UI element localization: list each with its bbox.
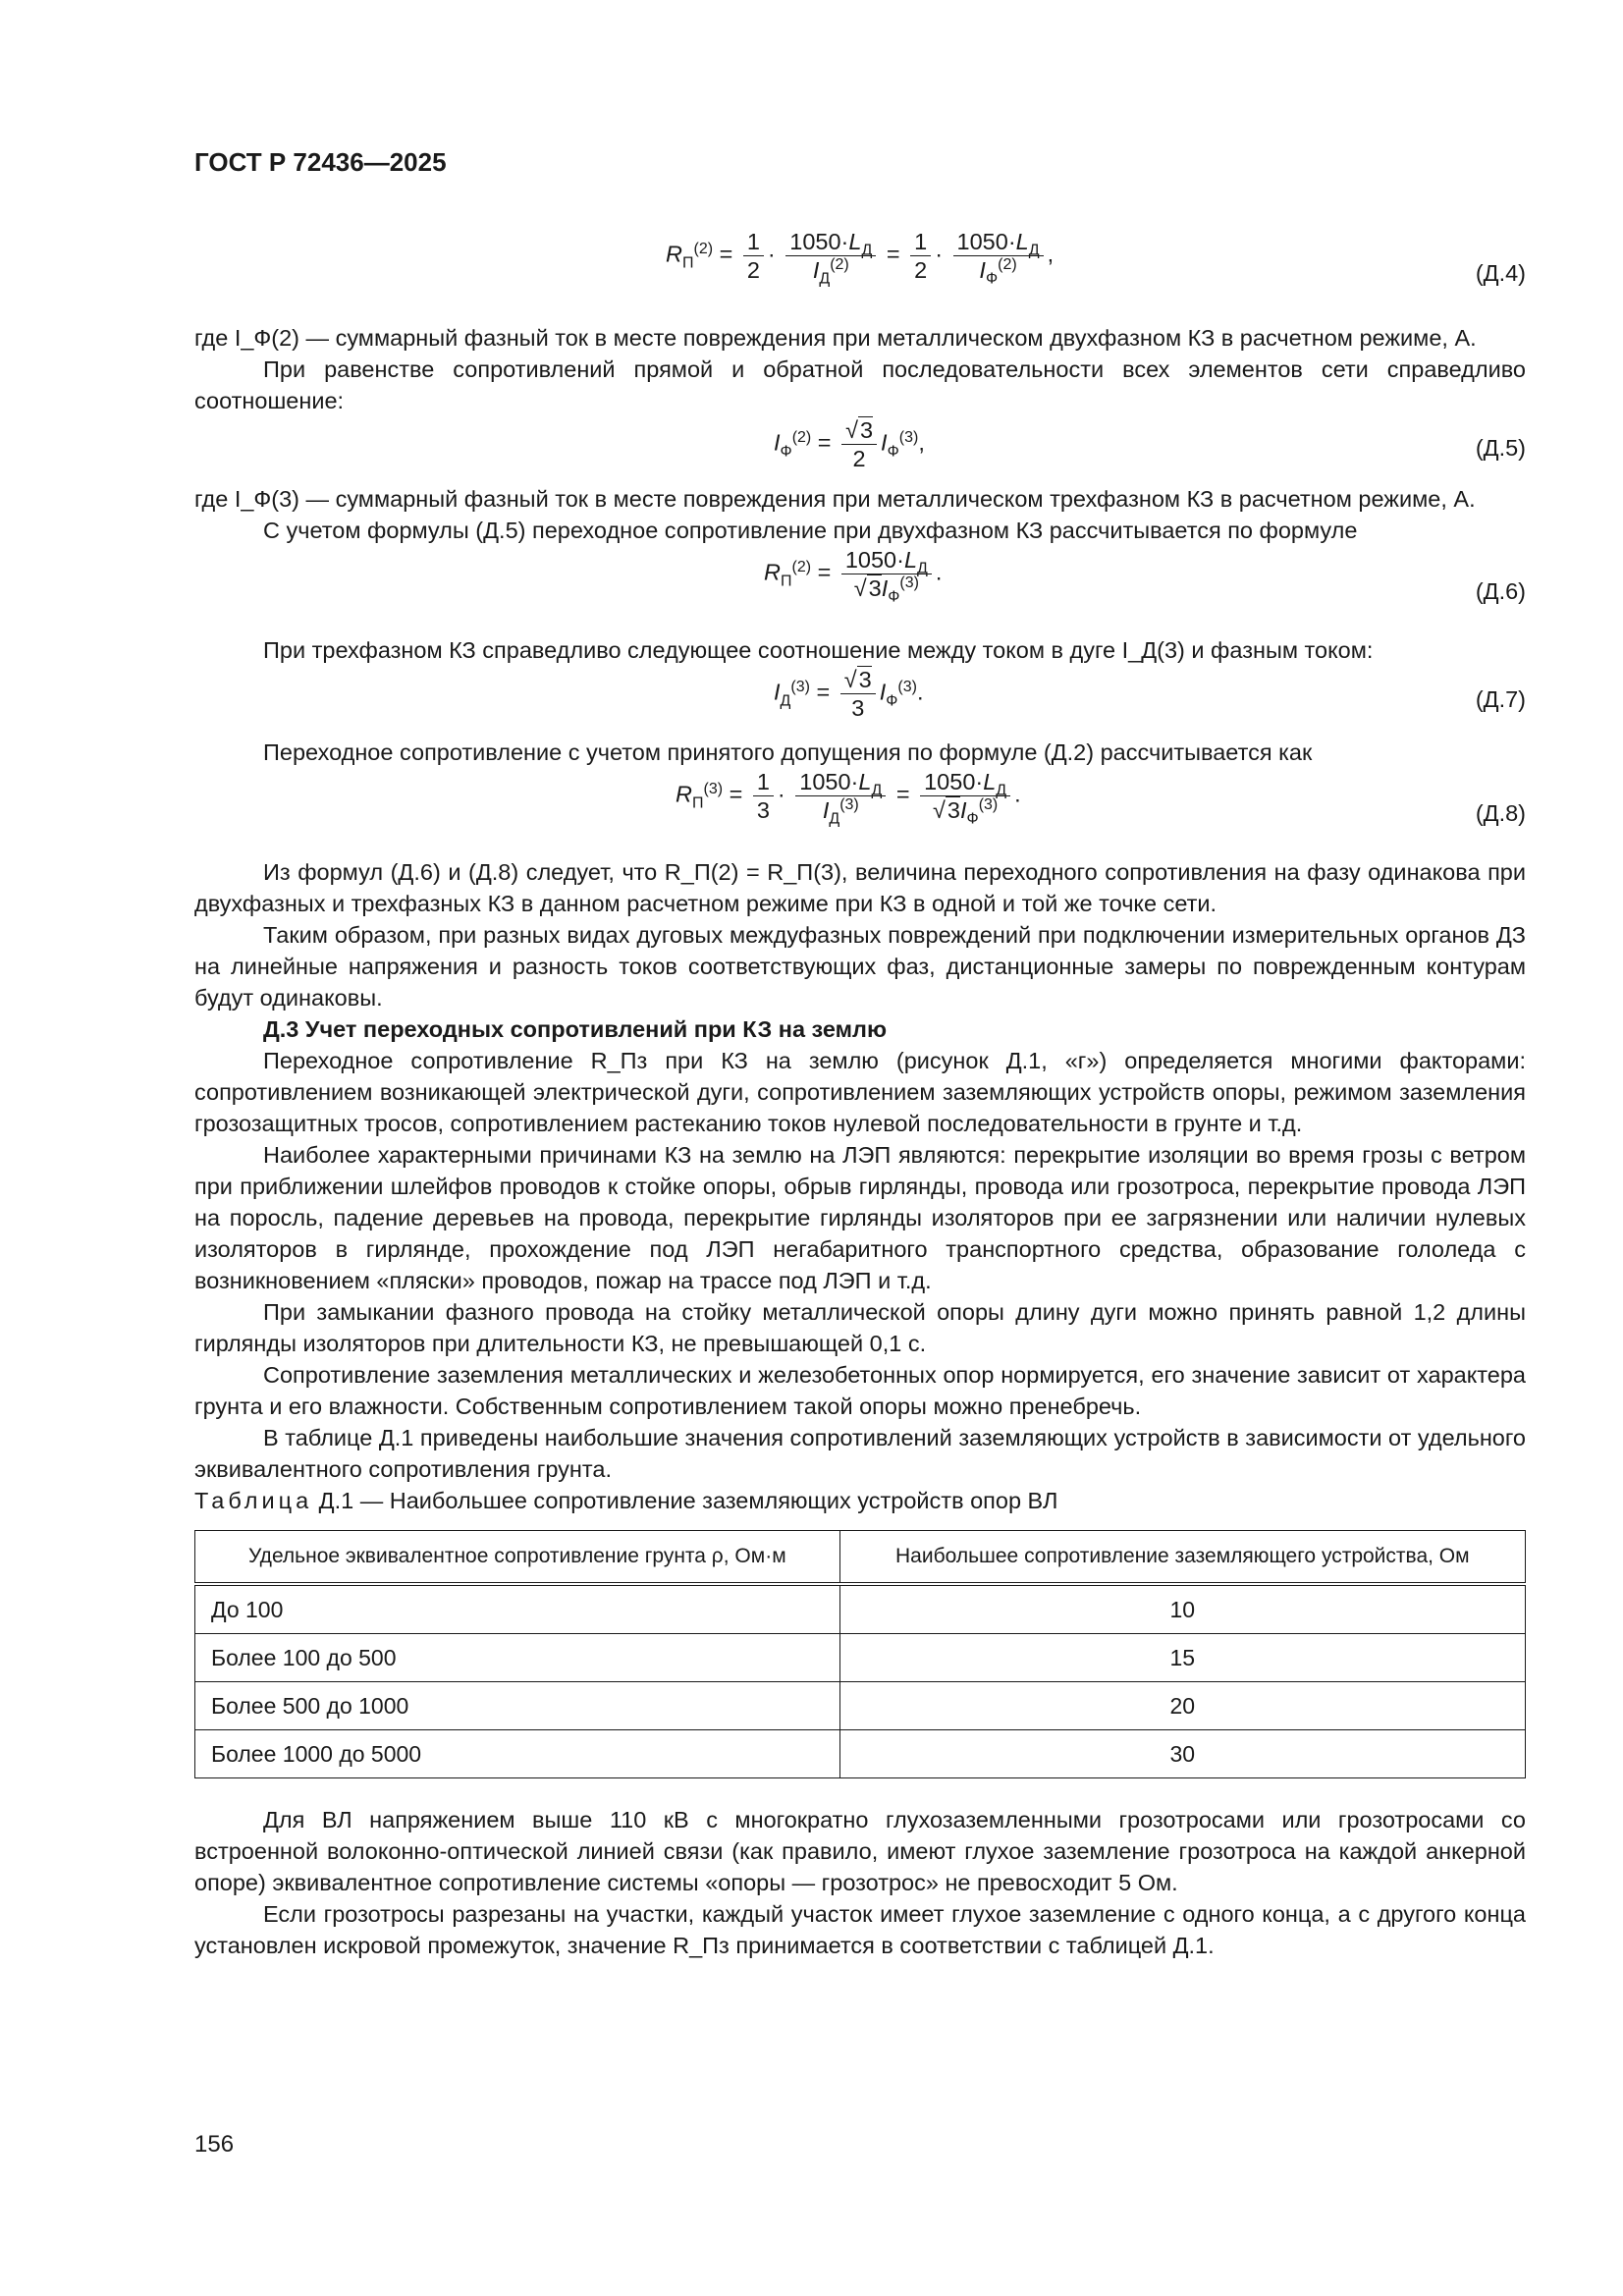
- paragraph: Переходное сопротивление с учетом принятого допущения по формуле (Д.2) рассчитывается как: [263, 739, 1313, 765]
- paragraph: где I_Ф(2) — суммарный фазный ток в месте повреждения при металлическом двухфазном КЗ в расчетном режиме, А.: [194, 325, 1477, 351]
- table-caption: [194, 1485, 1526, 1516]
- table-cell: 15: [839, 1634, 1525, 1682]
- table-header-cell: Удельное эквивалентное сопротивление грунта ρ, Ом·м: [195, 1531, 840, 1585]
- paragraph: В таблице Д.1 приведены наибольшие значения сопротивлений заземляющих устройств в зависимости от удельного эквивалентного сопротивления грунта.: [194, 1425, 1526, 1482]
- formula-label: (Д.6): [1475, 578, 1526, 604]
- table-caption-text: Д.1 — Наибольшее сопротивление заземляющих устройств опор ВЛ: [312, 1488, 1058, 1513]
- paragraph: С учетом формулы (Д.5) переходное сопротивление при двухфазном КЗ рассчитывается по формуле: [263, 518, 1358, 543]
- section-heading: Д.3 Учет переходных сопротивлений при КЗ на землю: [263, 1016, 888, 1042]
- paragraph: При трехфазном КЗ справедливо следующее соотношение между током в дуге I_Д(3) и фазным током:: [263, 637, 1374, 663]
- page-content: [194, 228, 1526, 1961]
- table-cell: Более 100 до 500: [195, 1634, 840, 1682]
- table-row: [195, 1682, 1526, 1730]
- table-header-cell: Наибольшее сопротивление заземляющего устройства, Ом: [839, 1531, 1525, 1585]
- paragraph: Таким образом, при разных видах дуговых междуфазных повреждений при подключении измерительных органов ДЗ на линейные напряжения и разность токов соответствующих фаз, дистанционные замеры по поврежденным контурам будут одинаковы.: [194, 922, 1526, 1011]
- paragraph: Наиболее характерными причинами КЗ на землю на ЛЭП являются: перекрытие изоляции во время грозы с ветром при приближении шлейфов проводов к стойке опоры, обрыв гирлянды, провода или грозотроса, перекрытие провода ЛЭП на поросль, падение деревьев на провода, перекрытие гирлянды изоляторов при ее загрязнении или наличии нулевых изоляторов в гирлянде, прохождение под ЛЭП негабаритного транспортного средства, образование гололеда с возникновением «пляски» проводов, пожар на трассе под ЛЭП и т.д.: [194, 1142, 1526, 1293]
- paragraph: Если грозотросы разрезаны на участки, каждый участок имеет глухое заземление с одного конца, а с другого конца установлен искровой промежуток, значение R_Пз принимается в соответствии с таблицей Д.1.: [194, 1901, 1526, 1958]
- formula-d5: $I_Ф^{(2)}$ = $\frac{√3}{2}$ $I_Ф^{(3)}$, (Д.5): [774, 417, 1526, 471]
- table-header-row: [195, 1531, 1526, 1585]
- formula-d6: $R_П^{(2)}$ = $1050\cdot L_Д$ $√3I_Ф^{(3)}$ . (Д.6): [764, 547, 1526, 606]
- table-row: [195, 1634, 1526, 1682]
- table-cell: 10: [839, 1584, 1525, 1634]
- formula-d4: $R_П^{(2)}$ = $\frac{1}{2}$ · $1050\cdot L_Д$ $I_Д^{(2)}$ = $\frac{1}{2}$ · $1050\cdot L_Д$ $I_Ф^{(2)}$ , (Д.4): [666, 229, 1526, 288]
- table-cell: До 100: [195, 1584, 840, 1634]
- formula-label: (Д.7): [1475, 686, 1526, 712]
- page-number: 156: [194, 2131, 235, 2158]
- paragraph: Из формул (Д.6) и (Д.8) следует, что R_П(2) = R_П(3), величина переходного сопротивления на фазу одинакова при двухфазных и трехфазных КЗ в данном расчетном режиме при КЗ в одной и той же точке сети.: [194, 859, 1526, 916]
- formula-label: (Д.8): [1475, 800, 1526, 826]
- table-d1: [194, 1530, 1526, 1778]
- paragraph: При замыкании фазного провода на стойку металлической опоры длину дуги можно принять равной 1,2 длины гирлянды изоляторов при длительности КЗ, не превышающей 0,1 с.: [194, 1299, 1526, 1356]
- formula-label: (Д.5): [1475, 435, 1526, 461]
- document-code: ГОСТ Р 72436—2025: [194, 147, 447, 177]
- paragraph: Для ВЛ напряжением выше 110 кВ с многократно глухозаземленными грозотросами или грозотросами со встроенной волоконно-оптической линией связи (как правило, имеют глухое заземление грозотроса на каждой анкерной опоре) эквивалентное сопротивление системы «опоры — грозотрос» не превосходит 5 Ом.: [194, 1807, 1526, 1895]
- paragraph: где I_Ф(3) — суммарный фазный ток в месте повреждения при металлическом трехфазном КЗ в расчетном режиме, А.: [194, 486, 1476, 512]
- table-cell: 20: [839, 1682, 1525, 1730]
- formula-d8: $R_П^{(3)}$ = $\frac{1}{3}$ · $1050\cdot L_Д$ $I_Д^{(3)}$ = $1050\cdot L_Д$ $√3I_Ф^{(3)}$ . (Д.8): [676, 769, 1526, 828]
- formula-d7: $I_Д^{(3)}$ = $\frac{√3}{3}$ $I_Ф^{(3)}$. (Д.7): [774, 667, 1526, 721]
- paragraph: При равенстве сопротивлений прямой и обратной последовательности всех элементов сети справедливо соотношение:: [194, 356, 1526, 413]
- table-cell: Более 1000 до 5000: [195, 1730, 840, 1778]
- formula-label: (Д.4): [1475, 260, 1526, 286]
- table-row: [195, 1730, 1526, 1778]
- table-cell: Более 500 до 1000: [195, 1682, 840, 1730]
- paragraph: Переходное сопротивление R_Пз при КЗ на землю (рисунок Д.1, «г») определяется многими факторами: сопротивлением возникающей электрической дуги, сопротивлением заземляющих устройств опоры, режимом заземления грозозащитных тросов, сопротивлением растеканию токов нулевой последовательности в грунте и т.д.: [194, 1048, 1526, 1136]
- paragraph: Сопротивление заземления металлических и железобетонных опор нормируется, его значение зависит от характера грунта и его влажности. Собственным сопротивлением такой опоры можно пренебречь.: [194, 1362, 1526, 1419]
- table-cell: 30: [839, 1730, 1525, 1778]
- table-row: [195, 1584, 1526, 1634]
- table-caption-word: Таблица: [194, 1488, 313, 1513]
